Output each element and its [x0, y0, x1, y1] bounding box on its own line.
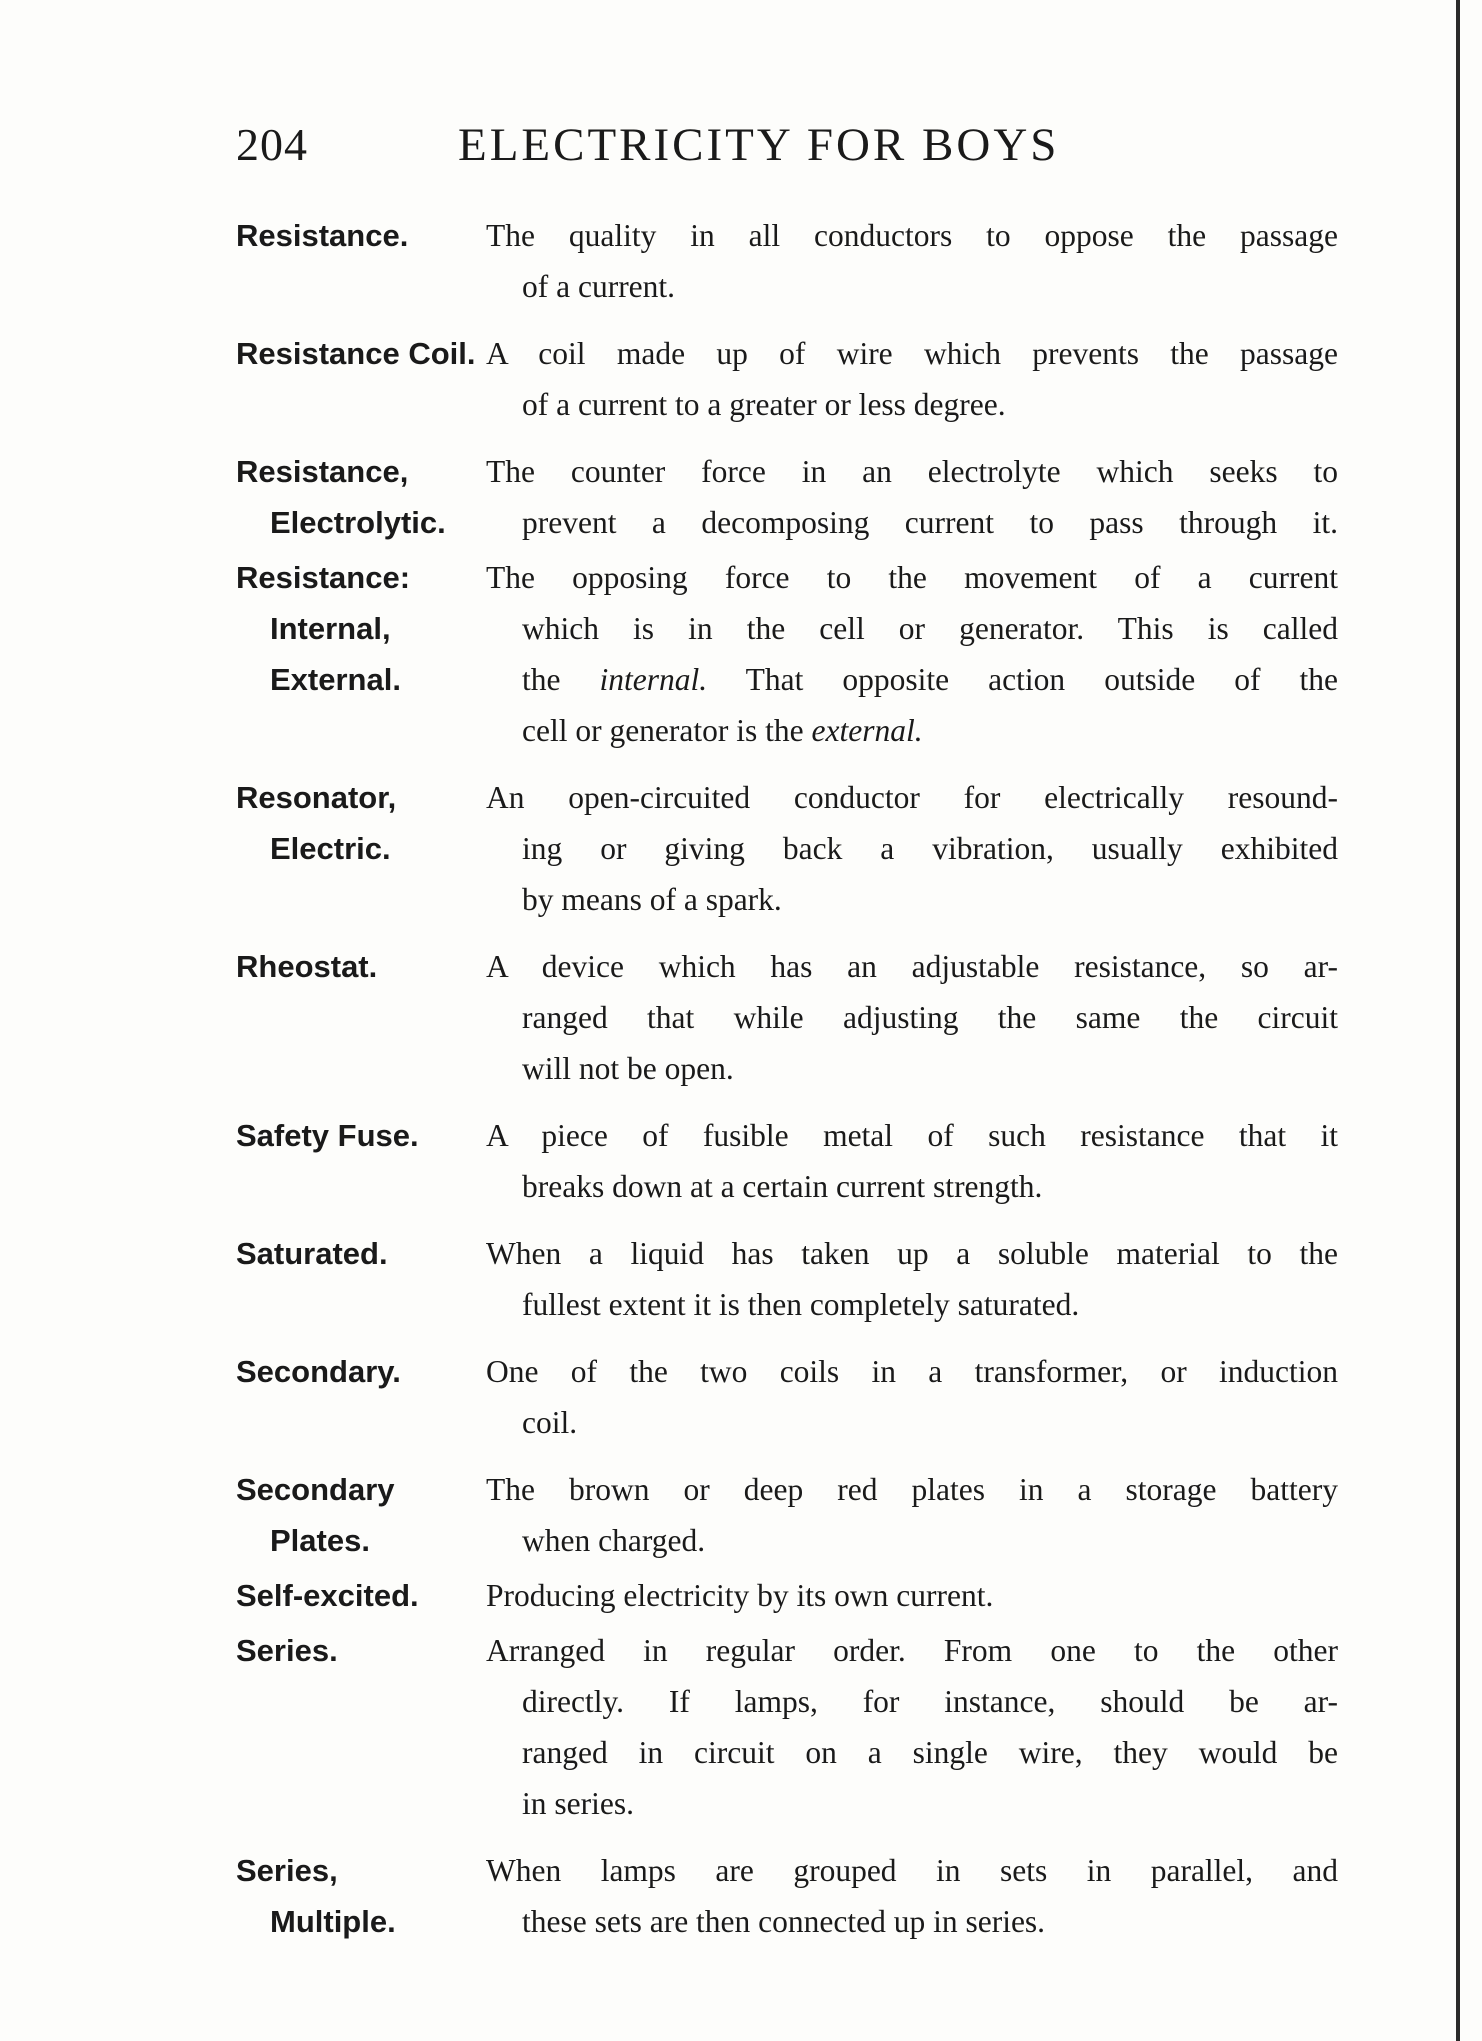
- entry-definition: [486, 1346, 1338, 1448]
- term-line: External.: [270, 662, 401, 697]
- definition-line: The brown or deep red plates in a storage battery: [486, 1472, 1338, 1507]
- term-line: Resistance:: [236, 560, 411, 595]
- term-line: Internal,: [270, 611, 391, 646]
- definition-line: in series.: [522, 1786, 634, 1821]
- glossary-entry: [236, 1110, 1346, 1212]
- definition-line: prevent a decomposing current to pass through it.: [522, 505, 1338, 540]
- entry-definition: [486, 552, 1338, 756]
- definition-line: coil.: [522, 1405, 578, 1440]
- definition-line: A coil made up of wire which prevents the passage: [486, 336, 1338, 371]
- entry-definition: [486, 1464, 1338, 1566]
- term-line: Series.: [236, 1633, 338, 1668]
- entry-term: [236, 1625, 486, 1829]
- page-header: [236, 118, 1346, 188]
- term-line: Electric.: [270, 831, 391, 866]
- term-line: Saturated.: [236, 1236, 388, 1271]
- glossary-entries: [236, 210, 1346, 1963]
- definition-line: [486, 705, 1338, 756]
- definition-text: That opposite action outside of the: [707, 662, 1338, 697]
- term-line: Rheostat.: [236, 949, 378, 984]
- term-line: Resonator,: [236, 780, 397, 815]
- definition-line: When a liquid has taken up a soluble material to the: [486, 1236, 1338, 1271]
- italic-term: external.: [811, 713, 923, 748]
- definition-line: these sets are then connected up in series.: [522, 1904, 1046, 1939]
- term-line: Secondary.: [236, 1354, 401, 1389]
- entry-term: [236, 1346, 486, 1448]
- running-title: ELECTRICITY FOR BOYS: [458, 119, 1060, 171]
- entry-definition: [486, 1625, 1338, 1829]
- term-line: Resistance.: [236, 218, 409, 253]
- term-line: Multiple.: [270, 1904, 396, 1939]
- glossary-entry: [236, 210, 1346, 312]
- definition-line: of a current.: [522, 269, 676, 304]
- definition-line: An open-circuited conductor for electrically resound-: [486, 780, 1338, 815]
- entry-definition: [486, 1570, 1338, 1621]
- term-line: Resistance,: [236, 454, 409, 489]
- term-line: Safety Fuse.: [236, 1118, 419, 1153]
- page-edge: [1456, 0, 1460, 2041]
- term-line: Secondary: [236, 1472, 395, 1507]
- definition-line: A device which has an adjustable resistance, so ar-: [486, 949, 1338, 984]
- entry-term: [236, 1228, 486, 1330]
- definition-line: of a current to a greater or less degree.: [522, 387, 1006, 422]
- entry-term: [236, 210, 486, 312]
- definition-line: Arranged in regular order. From one to the other: [486, 1633, 1338, 1668]
- entry-definition: [486, 941, 1338, 1094]
- term-line: Self-excited.: [236, 1578, 419, 1613]
- glossary-entry: [236, 1845, 1346, 1947]
- glossary-entry: [236, 772, 1346, 925]
- glossary-entry: [236, 941, 1346, 1094]
- entry-definition: [486, 1110, 1338, 1212]
- definition-line: [486, 654, 1338, 705]
- entry-definition: [486, 1228, 1338, 1330]
- page-number: 204: [236, 119, 308, 170]
- definition-line: ing or giving back a vibration, usually exhibited: [522, 831, 1338, 866]
- term-line: Series,: [236, 1853, 338, 1888]
- entry-term: [236, 328, 486, 430]
- definition-line: A piece of fusible metal of such resistance that it: [486, 1118, 1338, 1153]
- definition-line: will not be open.: [522, 1051, 734, 1086]
- definition-line: Producing electricity by its own current.: [486, 1578, 994, 1613]
- term-line: Plates.: [270, 1523, 370, 1558]
- definition-line: The counter force in an electrolyte which seeks to: [486, 454, 1338, 489]
- definition-line: One of the two coils in a transformer, or induction: [486, 1354, 1338, 1389]
- entry-definition: [486, 772, 1338, 925]
- entry-term: [236, 446, 486, 548]
- entry-term: [236, 1845, 486, 1947]
- glossary-entry: [236, 552, 1346, 756]
- entry-term: [236, 1110, 486, 1212]
- definition-line: ranged in circuit on a single wire, they would be: [522, 1735, 1338, 1770]
- glossary-entry: [236, 328, 1346, 430]
- definition-line: when charged.: [522, 1523, 706, 1558]
- definition-line: When lamps are grouped in sets in parallel, and: [486, 1853, 1338, 1888]
- glossary-entry: [236, 446, 1346, 548]
- entry-term: [236, 552, 486, 756]
- term-line: Electrolytic.: [270, 505, 446, 540]
- definition-line: fullest extent it is then completely saturated.: [522, 1287, 1080, 1322]
- entry-definition: [486, 328, 1338, 430]
- entry-definition: [486, 446, 1338, 548]
- definition-line: directly. If lamps, for instance, should be ar-: [522, 1684, 1338, 1719]
- glossary-entry: [236, 1228, 1346, 1330]
- glossary-entry: [236, 1570, 1346, 1621]
- definition-text: cell or generator is the: [522, 713, 812, 748]
- definition-line: breaks down at a certain current strength.: [522, 1169, 1043, 1204]
- entry-definition: [486, 1845, 1338, 1947]
- entry-term: [236, 1464, 486, 1566]
- glossary-entry: [236, 1346, 1346, 1448]
- definition-line: by means of a spark.: [522, 882, 782, 917]
- entry-term: [236, 941, 486, 1094]
- entry-definition: [486, 210, 1338, 312]
- glossary-entry: [236, 1625, 1346, 1829]
- term-line: Resistance Coil.: [236, 336, 476, 371]
- definition-line: ranged that while adjusting the same the circuit: [522, 1000, 1338, 1035]
- definition-line: which is in the cell or generator. This is called: [522, 611, 1338, 646]
- definition-line: The opposing force to the movement of a current: [486, 560, 1338, 595]
- italic-term: internal.: [599, 662, 708, 697]
- definition-line: The quality in all conductors to oppose the passage: [486, 218, 1338, 253]
- entry-term: [236, 1570, 486, 1621]
- glossary-entry: [236, 1464, 1346, 1566]
- definition-text: the: [522, 662, 600, 697]
- entry-term: [236, 772, 486, 925]
